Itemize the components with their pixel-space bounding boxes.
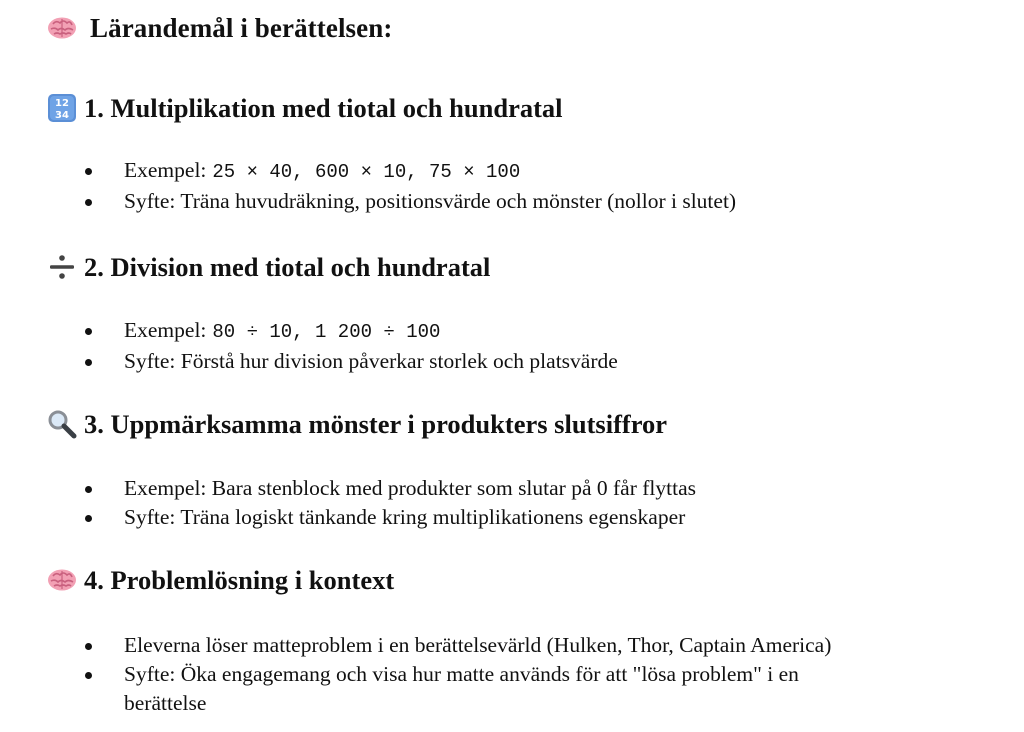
section-2-list: [82, 316, 982, 376]
brain-icon: [46, 12, 78, 44]
example-code: 80 ÷ 10, 1 200 ÷ 100: [212, 321, 441, 343]
list-item: [82, 631, 982, 660]
list-item: [82, 660, 982, 718]
example-text: Exempel: Bara stenblock med produkter som slutar på 0 får flyttas: [124, 476, 696, 500]
section-4-heading-row: [46, 562, 394, 598]
list-item: [82, 474, 982, 503]
list-item: [82, 347, 982, 376]
section-heading: 3. Uppmärksamma mönster i produkters slutsiffror: [84, 408, 668, 439]
example-code: 25 × 40, 600 × 10, 75 × 100: [212, 161, 521, 183]
page-title-row: [46, 8, 392, 48]
purpose-text: Syfte: Träna logiskt tänkande kring multiplikationens egenskaper: [124, 505, 686, 529]
example-label: Exempel:: [124, 318, 207, 342]
list-item: [82, 316, 982, 347]
section-4-list: [82, 631, 982, 718]
item-text: Eleverna löser matteproblem i en berättelsevärld (Hulken, Thor, Captain America): [124, 633, 832, 657]
page-title: Lärandemål i berättelsen:: [90, 12, 393, 43]
section-heading: 1. Multiplikation med tiotal och hundratal: [84, 92, 563, 123]
section-1-heading-row: [46, 90, 563, 126]
division-sign-icon: [46, 251, 78, 283]
svg-text:34: 34: [55, 110, 69, 121]
section-heading: 2. Division med tiotal och hundratal: [84, 251, 491, 282]
section-3-heading-row: [46, 406, 667, 442]
purpose-text: Syfte: Förstå hur division påverkar storlek och platsvärde: [124, 349, 618, 373]
magnifier-icon: [46, 408, 78, 440]
section-2-heading-row: [46, 249, 490, 285]
purpose-text-line-2: berättelse: [124, 691, 207, 715]
list-item: [82, 503, 982, 532]
list-item: [82, 187, 982, 216]
purpose-text: Syfte: Träna huvudräkning, positionsvärde och mönster (nollor i slutet): [124, 189, 737, 213]
section-heading: 4. Problemlösning i kontext: [84, 564, 395, 595]
brain-icon: [46, 564, 78, 596]
purpose-text-line-1: Syfte: Öka engagemang och visa hur matte används för att "lösa problem" i en: [124, 662, 799, 686]
example-label: Exempel:: [124, 158, 207, 182]
section-3-list: [82, 474, 982, 532]
section-1-list: [82, 156, 982, 216]
list-item: [82, 156, 982, 187]
svg-text:12: 12: [55, 98, 69, 109]
number-keys-icon: [46, 92, 78, 124]
